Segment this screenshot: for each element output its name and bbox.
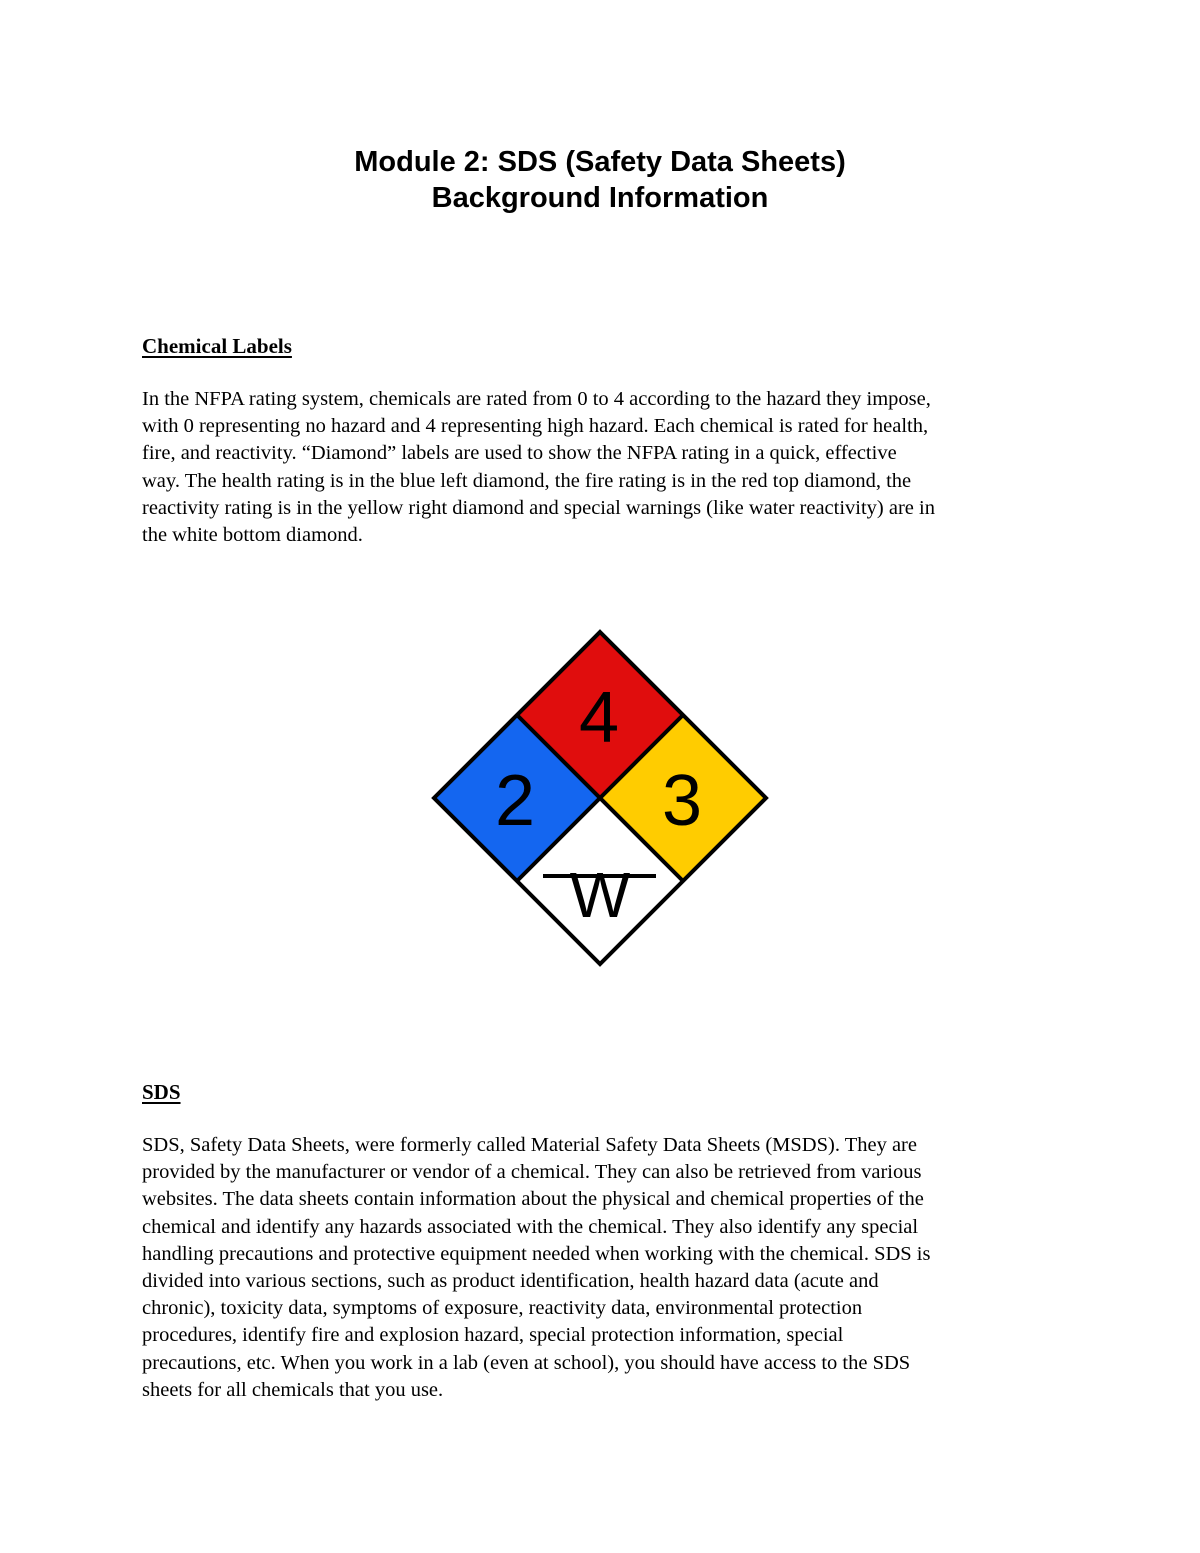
fire-rating: 4 xyxy=(578,678,620,758)
paragraph-line: sheets for all chemicals that you use. xyxy=(142,1378,444,1401)
sds-heading: SDS xyxy=(142,1080,181,1104)
special-warning-symbol: W xyxy=(569,859,631,931)
paragraph-line: divided into various sections, such as product identification, health hazard data (acute and xyxy=(142,1270,879,1293)
sds-paragraph xyxy=(142,1132,1062,1404)
paragraph-line: In the NFPA rating system, chemicals are rated from 0 to 4 according to the hazard they impose, xyxy=(142,388,931,410)
health-rating: 2 xyxy=(494,761,536,841)
paragraph-line: handling precautions and protective equipment needed when working with the chemical. SDS is xyxy=(142,1242,931,1265)
paragraph-line: provided by the manufacturer or vendor of a chemical. They can also be retrieved from various xyxy=(142,1161,922,1184)
paragraph-line: chemical and identify any hazards associated with the chemical. They also identify any special xyxy=(142,1215,919,1238)
paragraph-line: precautions, etc. When you work in a lab (even at school), you should have access to the SDS xyxy=(142,1351,911,1374)
paragraph-line: the white bottom diamond. xyxy=(142,524,363,547)
reactivity-rating: 3 xyxy=(661,761,703,841)
paragraph-line: reactivity rating is in the yellow right diamond and special warnings (like water reactivity) are in xyxy=(142,496,935,519)
title-line-2: Background Information xyxy=(431,182,769,214)
paragraph-line: procedures, identify fire and explosion hazard, special protection information, special xyxy=(142,1324,844,1347)
paragraph-line: fire, and reactivity. “Diamond” labels are used to show the NFPA rating in a quick, effective xyxy=(142,442,897,465)
paragraph-line: websites. The data sheets contain information about the physical and chemical properties of the xyxy=(142,1188,924,1211)
title-line-1: Module 2: SDS (Safety Data Sheets) xyxy=(354,146,846,178)
chemical-labels-heading: Chemical Labels xyxy=(142,334,292,358)
paragraph-line: chronic), toxicity data, symptoms of exposure, reactivity data, environmental protection xyxy=(142,1297,863,1320)
chemical-labels-paragraph xyxy=(142,386,1062,549)
paragraph-line: way. The health rating is in the blue left diamond, the fire rating is in the red top diamond, the xyxy=(142,469,912,492)
nfpa-diamond xyxy=(428,624,772,972)
page-title xyxy=(0,144,1200,216)
paragraph-line: SDS, Safety Data Sheets, were formerly called Material Safety Data Sheets (MSDS). They are xyxy=(142,1134,917,1156)
paragraph-line: with 0 representing no hazard and 4 representing high hazard. Each chemical is rated for health, xyxy=(142,415,929,438)
